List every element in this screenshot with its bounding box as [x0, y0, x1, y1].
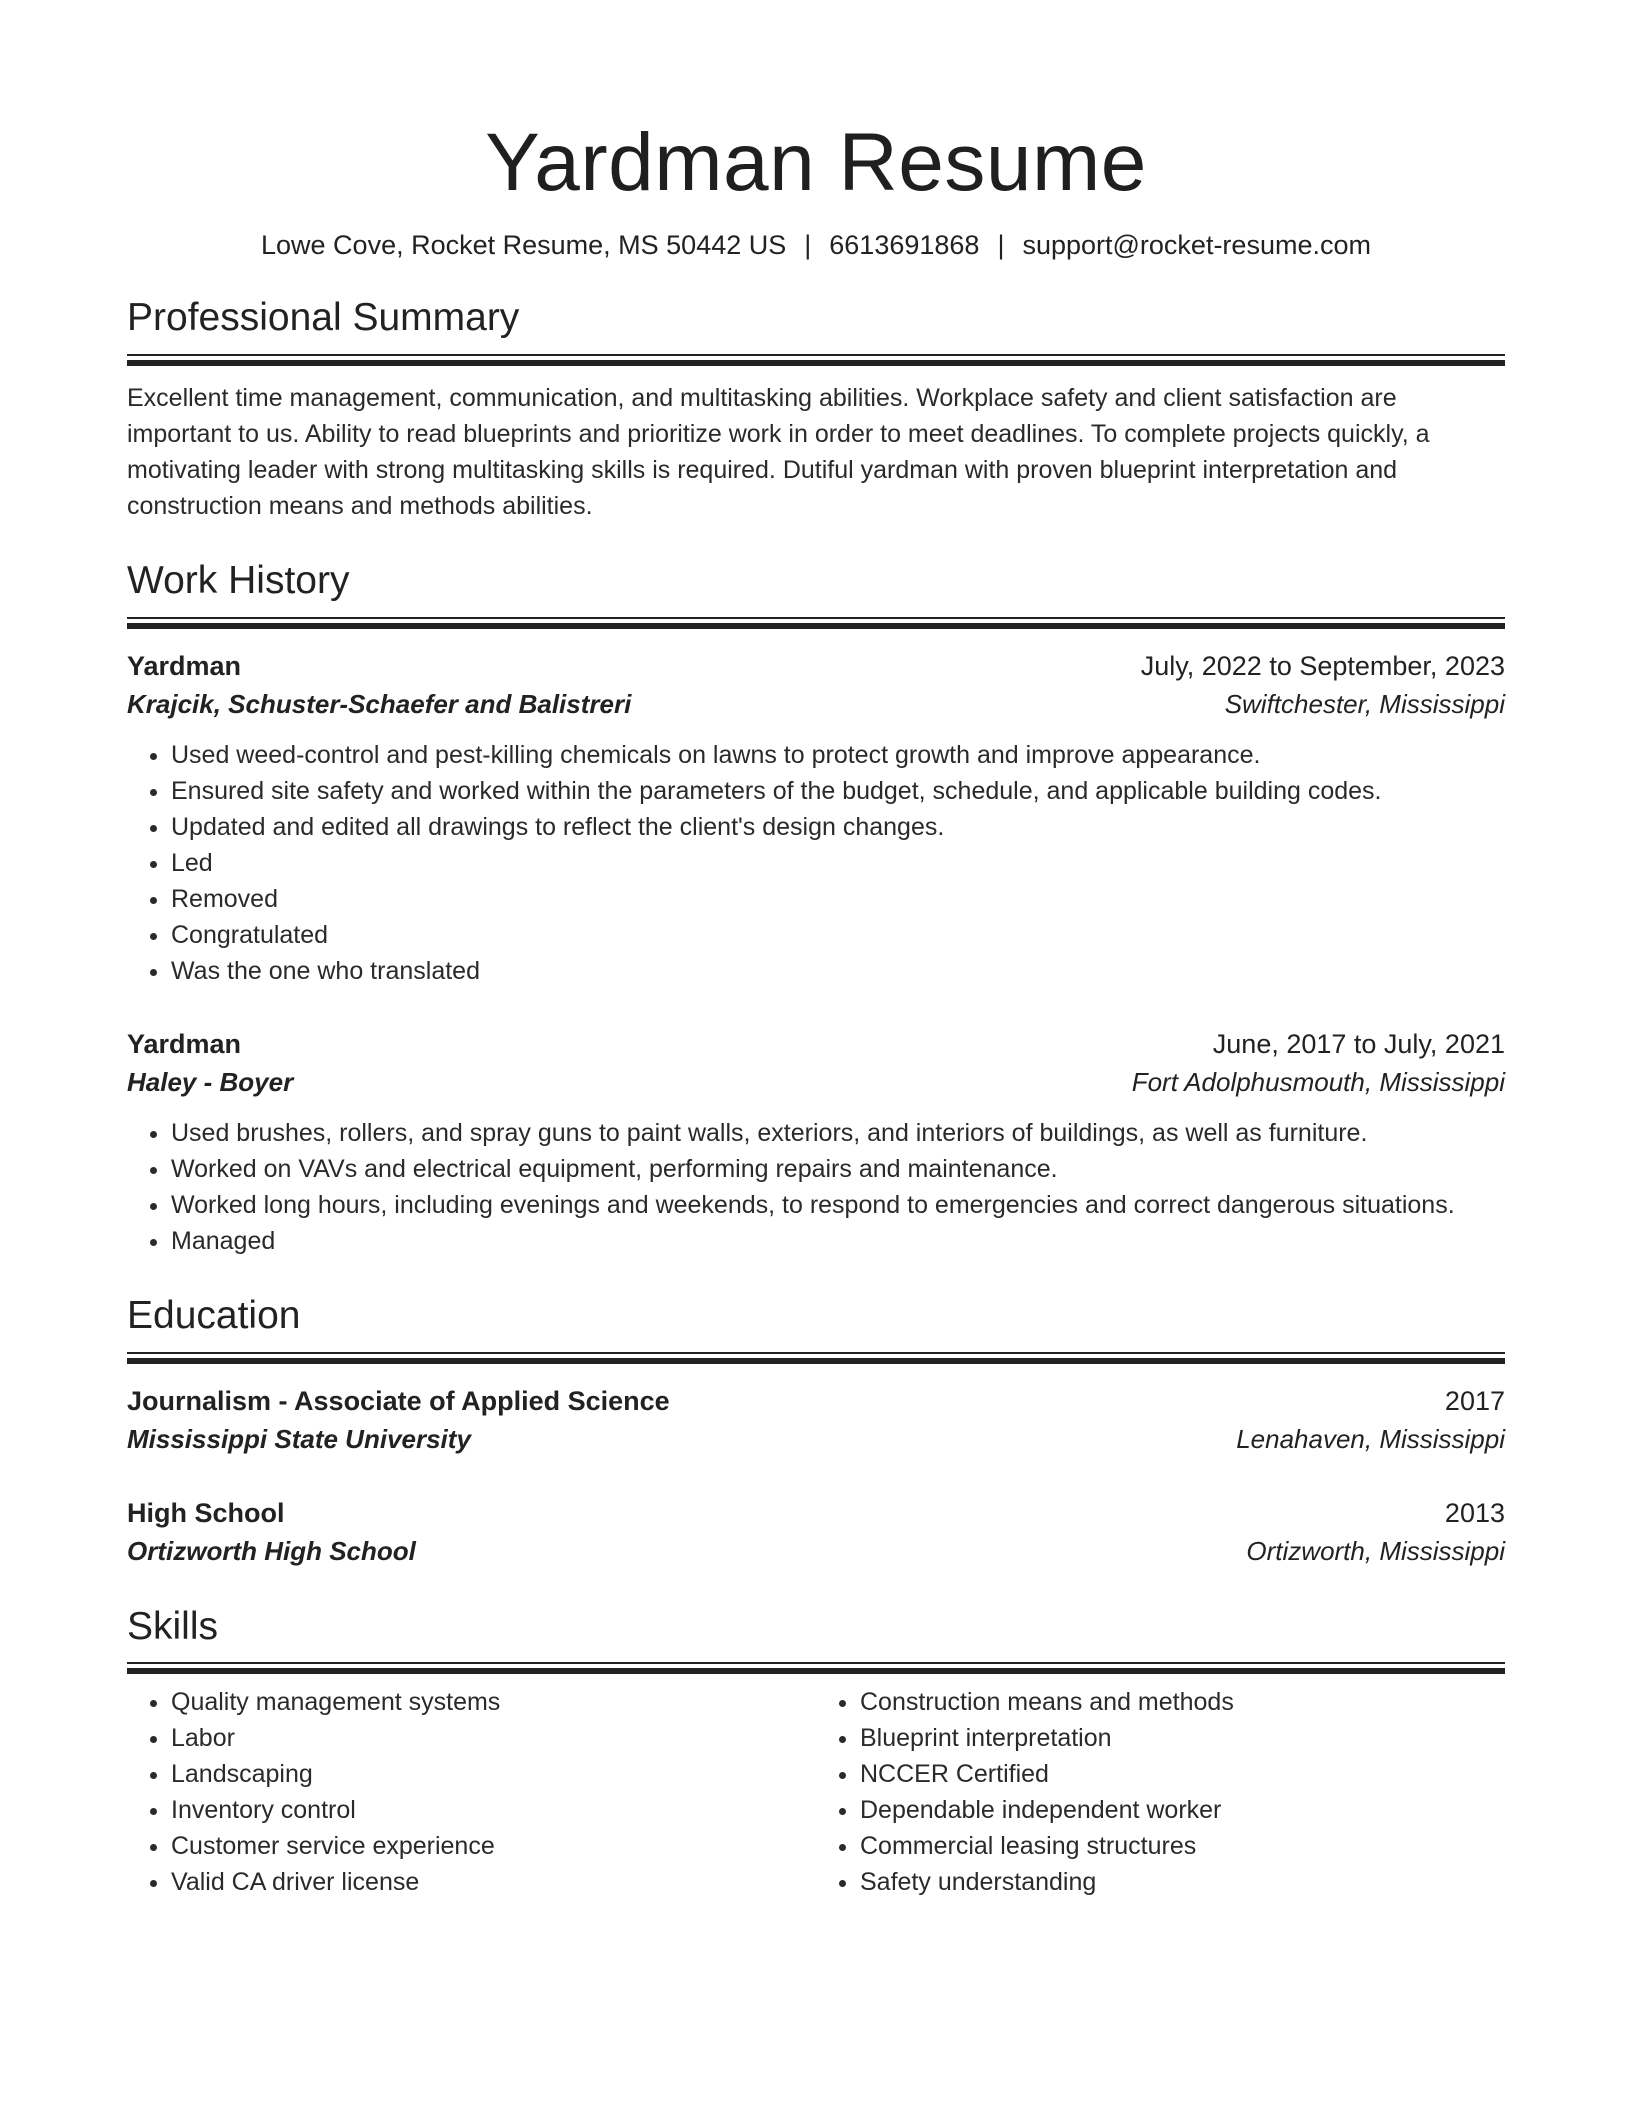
education-degree: Journalism - Associate of Applied Science [127, 1385, 670, 1416]
section-title-work-history: Work History [127, 558, 350, 602]
education-location: Ortizworth, Mississippi [1246, 1535, 1505, 1566]
education-section [127, 1293, 1505, 1570]
job-location: Swiftchester, Mississippi [1224, 688, 1505, 719]
job-subheader [127, 1063, 1505, 1101]
education-degree: High School [127, 1497, 285, 1528]
contact-email: support@rocket-resume.com [1022, 230, 1371, 261]
summary-section [127, 295, 1505, 524]
skill-item: • Landscaping [171, 1756, 816, 1792]
section-title-education: Education [127, 1293, 301, 1337]
work-history-section [127, 558, 1505, 1259]
skills-columns [127, 1684, 1505, 1900]
list-item: • Updated and edited all drawings to reflect the client's design changes. [171, 809, 1505, 845]
skills-list-right [816, 1684, 1505, 1900]
contact-separator: | [997, 230, 1005, 261]
skill-item: • Construction means and methods [860, 1684, 1505, 1720]
list-item: • Worked on VAVs and electrical equipment, performing repairs and maintenance. [171, 1151, 1505, 1187]
job-dates: June, 2017 to July, 2021 [1212, 1028, 1505, 1059]
contact-address: Lowe Cove, Rocket Resume, MS 50442 US [261, 230, 787, 261]
summary-text: Excellent time management, communication, and multitasking abilities. Workplace safety and client satisfaction are important to us. Ability to read blueprints and prioritize work in order to meet deadlines. To complete projects quickly, a motivating leader with strong multitasking skills is required. Dutiful yardman with proven blueprint interpretation and construction means and methods abilities. [127, 383, 1430, 520]
education-subheader [127, 1420, 1505, 1458]
skill-item: • Inventory control [171, 1792, 816, 1828]
education-school: Ortizworth High School [127, 1535, 416, 1566]
list-item: • Used brushes, rollers, and spray guns to paint walls, exteriors, and interiors of buildings, as well as furniture. [171, 1115, 1505, 1151]
section-divider [127, 1352, 1505, 1364]
job-entry [127, 647, 1505, 989]
skill-item: • Customer service experience [171, 1828, 816, 1864]
contact-phone: 6613691868 [829, 230, 980, 261]
job-title: Yardman [127, 1028, 242, 1059]
list-item: • Removed [171, 881, 1505, 917]
section-title-summary: Professional Summary [127, 296, 520, 340]
skill-item: • NCCER Certified [860, 1756, 1505, 1792]
job-title: Yardman [127, 650, 242, 681]
job-company: Krajcik, Schuster-Schaefer and Balistreri [127, 688, 632, 719]
list-item: • Ensured site safety and worked within the parameters of the budget, schedule, and applicable building codes. [171, 773, 1505, 809]
list-item: • Congratulated [171, 917, 1505, 953]
job-dates: July, 2022 to September, 2023 [1140, 650, 1505, 681]
skill-item: • Dependable independent worker [860, 1792, 1505, 1828]
skill-item: • Quality management systems [171, 1684, 816, 1720]
job-bullets [127, 1115, 1505, 1259]
education-location: Lenahaven, Mississippi [1236, 1423, 1505, 1454]
skill-item: • Commercial leasing structures [860, 1828, 1505, 1864]
job-subheader [127, 685, 1505, 723]
section-title-skills: Skills [127, 1604, 219, 1648]
section-divider [127, 354, 1505, 366]
section-divider [127, 1662, 1505, 1674]
list-item: • Managed [171, 1223, 1505, 1259]
list-item: • Was the one who translated [171, 953, 1505, 989]
education-header [127, 1494, 1505, 1532]
education-entry [127, 1494, 1505, 1570]
job-header [127, 647, 1505, 685]
job-entry [127, 1025, 1505, 1259]
skill-item: • Blueprint interpretation [860, 1720, 1505, 1756]
list-item: • Used weed-control and pest-killing chemicals on lawns to protect growth and improve appearance. [171, 737, 1505, 773]
section-divider [127, 617, 1505, 629]
education-entry [127, 1382, 1505, 1458]
job-bullets [127, 737, 1505, 989]
job-header [127, 1025, 1505, 1063]
skills-section [127, 1604, 1505, 1901]
skill-item: • Labor [171, 1720, 816, 1756]
list-item: • Led [171, 845, 1505, 881]
education-subheader [127, 1532, 1505, 1570]
job-location: Fort Adolphusmouth, Mississippi [1131, 1066, 1505, 1097]
education-school: Mississippi State University [127, 1423, 471, 1454]
job-company: Haley - Boyer [127, 1066, 294, 1097]
education-year: 2013 [1444, 1497, 1505, 1528]
skill-item: • Safety understanding [860, 1864, 1505, 1900]
contact-separator: | [804, 230, 812, 261]
resume-name: Yardman Resume [485, 117, 1147, 208]
contact-line [127, 230, 1505, 261]
list-item: • Worked long hours, including evenings and weekends, to respond to emergencies and correct dangerous situations. [171, 1187, 1505, 1223]
education-year: 2017 [1444, 1385, 1505, 1416]
skill-item: • Valid CA driver license [171, 1864, 816, 1900]
education-header [127, 1382, 1505, 1420]
skills-list-left [127, 1684, 816, 1900]
